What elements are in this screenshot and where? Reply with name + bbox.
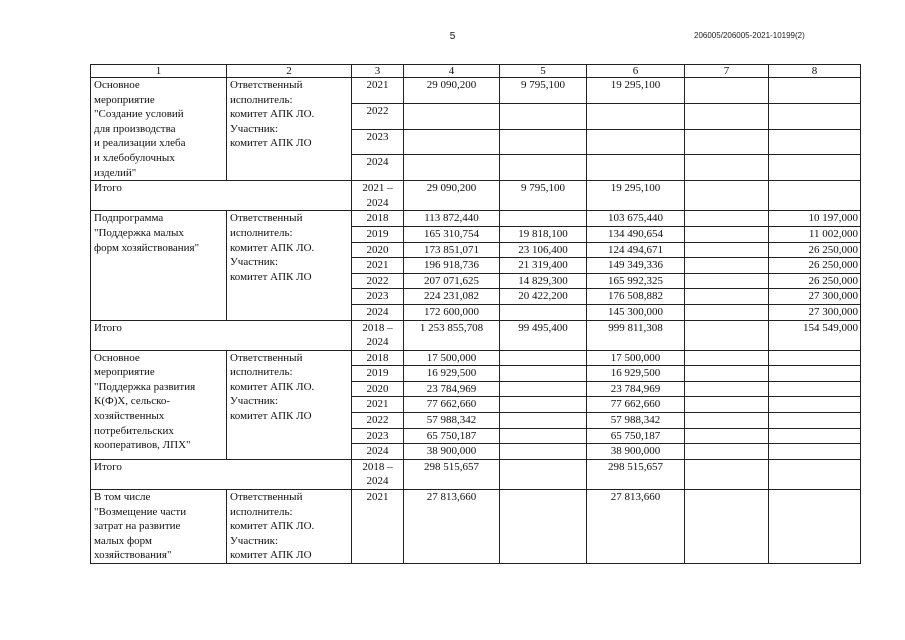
year-cell: 2018 <box>352 211 404 227</box>
amount-cell-c8 <box>769 381 861 397</box>
amount-cell-c5: 23 106,400 <box>500 242 587 258</box>
year-cell: 2022 <box>352 273 404 289</box>
total-years-line: 2018 – <box>362 321 393 334</box>
amount-cell-c8: 26 250,000 <box>769 258 861 274</box>
amount-cell-c5 <box>500 103 587 129</box>
amount-cell-c5 <box>500 155 587 181</box>
amount-cell-c6: 23 784,969 <box>587 381 685 397</box>
amount-cell-c4 <box>404 103 500 129</box>
amount-cell-c5 <box>500 366 587 382</box>
responsible-executor-line: исполнитель: <box>230 505 293 518</box>
amount-cell-c6: 65 750,187 <box>587 428 685 444</box>
amount-cell-c5 <box>500 381 587 397</box>
amount-cell-c4: 196 918,736 <box>404 258 500 274</box>
responsible-executor-line: Ответственный <box>230 79 303 91</box>
activity-description-line: для производства <box>94 122 176 135</box>
amount-cell-c6: 165 992,325 <box>587 273 685 289</box>
amount-cell-c5 <box>500 397 587 413</box>
total-amount-c5: 9 795,100 <box>500 181 587 211</box>
column-number-4: 4 <box>404 65 500 78</box>
amount-cell-c4 <box>404 155 500 181</box>
responsible-executor-line: Участник: <box>230 256 279 269</box>
responsible-executor-line: комитет АПК ЛО. <box>230 108 315 121</box>
responsible-executor <box>227 211 352 320</box>
table-body <box>91 65 861 564</box>
total-years-line: 2024 <box>366 196 389 209</box>
amount-cell-c4: 77 662,660 <box>404 397 500 413</box>
activity-description-line: затрат на развитие <box>94 520 181 533</box>
year-cell: 2023 <box>352 129 404 155</box>
amount-cell-c4: 113 872,440 <box>404 211 500 227</box>
amount-cell-c7 <box>685 428 769 444</box>
responsible-executor-line: комитет АПК ЛО. <box>230 380 315 393</box>
responsible-executor-line: комитет АПК ЛО <box>230 137 312 150</box>
total-amount-c6: 298 515,657 <box>587 459 685 489</box>
amount-cell-c4: 16 929,500 <box>404 366 500 382</box>
amount-cell-c4: 207 071,625 <box>404 273 500 289</box>
amount-cell-c5: 21 319,400 <box>500 258 587 274</box>
total-label: Итого <box>91 459 352 489</box>
amount-cell-c6: 134 490,654 <box>587 226 685 242</box>
activity-description-line: и хлебобулочных <box>94 151 175 164</box>
amount-cell-c5 <box>500 413 587 429</box>
activity-description <box>91 350 227 459</box>
amount-cell-c5 <box>500 490 587 564</box>
amount-cell-c7 <box>685 78 769 104</box>
amount-cell-c6: 176 508,882 <box>587 289 685 305</box>
total-amount-c6: 999 811,308 <box>587 320 685 350</box>
activity-description-line: кооперативов, ЛПХ" <box>94 439 191 452</box>
column-number-3: 3 <box>352 65 404 78</box>
amount-cell-c6: 145 300,000 <box>587 304 685 320</box>
responsible-executor-line: Участник: <box>230 534 279 547</box>
total-amount-c5: 99 495,400 <box>500 320 587 350</box>
total-amount-c5 <box>500 459 587 489</box>
amount-cell-c6: 149 349,336 <box>587 258 685 274</box>
total-amount-c7 <box>685 459 769 489</box>
responsible-executor-line: исполнитель: <box>230 93 293 106</box>
amount-cell-c5 <box>500 350 587 366</box>
amount-cell-c7 <box>685 350 769 366</box>
activity-description-line: форм хозяйствования" <box>94 241 200 254</box>
responsible-executor <box>227 490 352 564</box>
document-code: 206005/206005-2021-10199(2) <box>694 31 805 40</box>
activity-description-line: изделий" <box>94 166 137 179</box>
total-amount-c8 <box>769 459 861 489</box>
year-cell: 2019 <box>352 366 404 382</box>
activity-description-line: мероприятие <box>94 366 155 379</box>
amount-cell-c8: 26 250,000 <box>769 273 861 289</box>
amount-cell-c4: 38 900,000 <box>404 444 500 460</box>
total-row <box>91 181 861 211</box>
amount-cell-c7 <box>685 103 769 129</box>
amount-cell-c7 <box>685 304 769 320</box>
total-years-line: 2024 <box>366 475 389 488</box>
amount-cell-c6: 27 813,660 <box>587 490 685 564</box>
amount-cell-c7 <box>685 413 769 429</box>
amount-cell-c5: 14 829,300 <box>500 273 587 289</box>
responsible-executor-line: комитет АПК ЛО <box>230 410 312 423</box>
column-number-7: 7 <box>685 65 769 78</box>
amount-cell-c6: 38 900,000 <box>587 444 685 460</box>
activity-description-line: хозяйствования" <box>94 549 172 562</box>
total-years <box>352 320 404 350</box>
year-cell: 2021 <box>352 397 404 413</box>
total-amount-c8 <box>769 181 861 211</box>
activity-description <box>91 78 227 181</box>
activity-description-line: малых форм <box>94 534 152 547</box>
amount-cell-c4: 57 988,342 <box>404 413 500 429</box>
year-cell: 2021 <box>352 258 404 274</box>
amount-cell-c5: 19 818,100 <box>500 226 587 242</box>
responsible-executor-line: комитет АПК ЛО <box>230 549 312 562</box>
amount-cell-c8 <box>769 350 861 366</box>
amount-cell-c7 <box>685 258 769 274</box>
amount-cell-c8: 26 250,000 <box>769 242 861 258</box>
amount-cell-c6 <box>587 129 685 155</box>
amount-cell-c4: 224 231,082 <box>404 289 500 305</box>
amount-cell-c8: 10 197,000 <box>769 211 861 227</box>
activity-description-line: К(Ф)Х, сельско- <box>94 395 171 408</box>
amount-cell-c4: 29 090,200 <box>404 78 500 104</box>
amount-cell-c7 <box>685 490 769 564</box>
responsible-executor <box>227 350 352 459</box>
amount-cell-c6: 103 675,440 <box>587 211 685 227</box>
total-amount-c4: 29 090,200 <box>404 181 500 211</box>
header-row <box>91 65 861 78</box>
total-amount-c7 <box>685 320 769 350</box>
amount-cell-c7 <box>685 129 769 155</box>
table-row <box>91 490 861 564</box>
responsible-executor-line: комитет АПК ЛО. <box>230 520 315 533</box>
table-row <box>91 78 861 104</box>
activity-description-line: "Поддержка развития <box>94 380 196 393</box>
amount-cell-c8 <box>769 428 861 444</box>
year-cell: 2018 <box>352 350 404 366</box>
budget-table <box>90 64 861 564</box>
amount-cell-c7 <box>685 397 769 413</box>
amount-cell-c8: 27 300,000 <box>769 304 861 320</box>
year-cell: 2020 <box>352 242 404 258</box>
responsible-executor-line: комитет АПК ЛО. <box>230 241 315 254</box>
year-cell: 2024 <box>352 304 404 320</box>
responsible-executor-line: исполнитель: <box>230 226 293 239</box>
activity-description-line: "Поддержка малых <box>94 226 184 239</box>
responsible-executor-line: Участник: <box>230 395 279 408</box>
amount-cell-c4 <box>404 129 500 155</box>
amount-cell-c7 <box>685 289 769 305</box>
amount-cell-c8 <box>769 397 861 413</box>
year-cell: 2019 <box>352 226 404 242</box>
activity-description-line: потребительских <box>94 424 174 437</box>
amount-cell-c8 <box>769 129 861 155</box>
activity-description-line: мероприятие <box>94 93 155 106</box>
activity-description <box>91 490 227 564</box>
amount-cell-c5 <box>500 129 587 155</box>
amount-cell-c6 <box>587 103 685 129</box>
amount-cell-c6: 77 662,660 <box>587 397 685 413</box>
total-years-line: 2024 <box>366 336 389 349</box>
amount-cell-c8 <box>769 490 861 564</box>
amount-cell-c6 <box>587 155 685 181</box>
activity-description-line: Подпрограмма <box>94 212 164 225</box>
total-amount-c4: 298 515,657 <box>404 459 500 489</box>
year-cell: 2022 <box>352 413 404 429</box>
amount-cell-c8: 11 002,000 <box>769 226 861 242</box>
year-cell: 2023 <box>352 428 404 444</box>
amount-cell-c5 <box>500 428 587 444</box>
responsible-executor-line: комитет АПК ЛО <box>230 270 312 283</box>
column-number-8: 8 <box>769 65 861 78</box>
column-number-2: 2 <box>227 65 352 78</box>
activity-description <box>91 211 227 320</box>
amount-cell-c6: 124 494,671 <box>587 242 685 258</box>
amount-cell-c8 <box>769 413 861 429</box>
activity-description-line: хозяйственных <box>94 410 165 423</box>
amount-cell-c7 <box>685 155 769 181</box>
amount-cell-c4: 23 784,969 <box>404 381 500 397</box>
responsible-executor-line: Ответственный <box>230 351 303 364</box>
activity-description-line: "Создание условий <box>94 108 184 121</box>
amount-cell-c4: 17 500,000 <box>404 350 500 366</box>
amount-cell-c5 <box>500 444 587 460</box>
total-years <box>352 181 404 211</box>
amount-cell-c8 <box>769 78 861 104</box>
amount-cell-c4: 172 600,000 <box>404 304 500 320</box>
total-amount-c8: 154 549,000 <box>769 320 861 350</box>
amount-cell-c7 <box>685 366 769 382</box>
responsible-executor-line: Участник: <box>230 122 279 135</box>
activity-description-line: Основное <box>94 351 140 364</box>
total-years <box>352 459 404 489</box>
column-number-1: 1 <box>91 65 227 78</box>
amount-cell-c7 <box>685 444 769 460</box>
amount-cell-c6: 19 295,100 <box>587 78 685 104</box>
column-number-5: 5 <box>500 65 587 78</box>
total-amount-c7 <box>685 181 769 211</box>
amount-cell-c8: 27 300,000 <box>769 289 861 305</box>
total-years-line: 2018 – <box>362 460 393 473</box>
activity-description-line: и реализации хлеба <box>94 137 186 150</box>
activity-description-line: В том числе <box>94 491 151 504</box>
year-cell: 2023 <box>352 289 404 305</box>
amount-cell-c6: 17 500,000 <box>587 350 685 366</box>
total-amount-c4: 1 253 855,708 <box>404 320 500 350</box>
responsible-executor-line: Ответственный <box>230 491 303 504</box>
amount-cell-c8 <box>769 103 861 129</box>
page-number: 5 <box>449 31 456 42</box>
year-cell: 2021 <box>352 490 404 564</box>
year-cell: 2021 <box>352 78 404 104</box>
amount-cell-c4: 27 813,660 <box>404 490 500 564</box>
responsible-executor <box>227 78 352 181</box>
responsible-executor-line: исполнитель: <box>230 366 293 379</box>
amount-cell-c8 <box>769 155 861 181</box>
total-row <box>91 320 861 350</box>
amount-cell-c7 <box>685 273 769 289</box>
amount-cell-c6: 16 929,500 <box>587 366 685 382</box>
total-label: Итого <box>91 181 352 211</box>
amount-cell-c7 <box>685 211 769 227</box>
amount-cell-c7 <box>685 226 769 242</box>
table-row <box>91 350 861 366</box>
year-cell: 2020 <box>352 381 404 397</box>
amount-cell-c4: 165 310,754 <box>404 226 500 242</box>
total-amount-c6: 19 295,100 <box>587 181 685 211</box>
amount-cell-c7 <box>685 381 769 397</box>
amount-cell-c5 <box>500 211 587 227</box>
responsible-executor-line: Ответственный <box>230 212 303 225</box>
amount-cell-c7 <box>685 242 769 258</box>
year-cell: 2022 <box>352 103 404 129</box>
total-years-line: 2021 – <box>362 182 393 195</box>
amount-cell-c5 <box>500 304 587 320</box>
amount-cell-c8 <box>769 444 861 460</box>
activity-description-line: "Возмещение части <box>94 505 187 518</box>
amount-cell-c5: 9 795,100 <box>500 78 587 104</box>
year-cell: 2024 <box>352 444 404 460</box>
amount-cell-c4: 65 750,187 <box>404 428 500 444</box>
amount-cell-c4: 173 851,071 <box>404 242 500 258</box>
amount-cell-c8 <box>769 366 861 382</box>
amount-cell-c6: 57 988,342 <box>587 413 685 429</box>
amount-cell-c5: 20 422,200 <box>500 289 587 305</box>
total-label: Итого <box>91 320 352 350</box>
table-row <box>91 211 861 227</box>
column-number-6: 6 <box>587 65 685 78</box>
activity-description-line: Основное <box>94 79 140 91</box>
year-cell: 2024 <box>352 155 404 181</box>
total-row <box>91 459 861 489</box>
